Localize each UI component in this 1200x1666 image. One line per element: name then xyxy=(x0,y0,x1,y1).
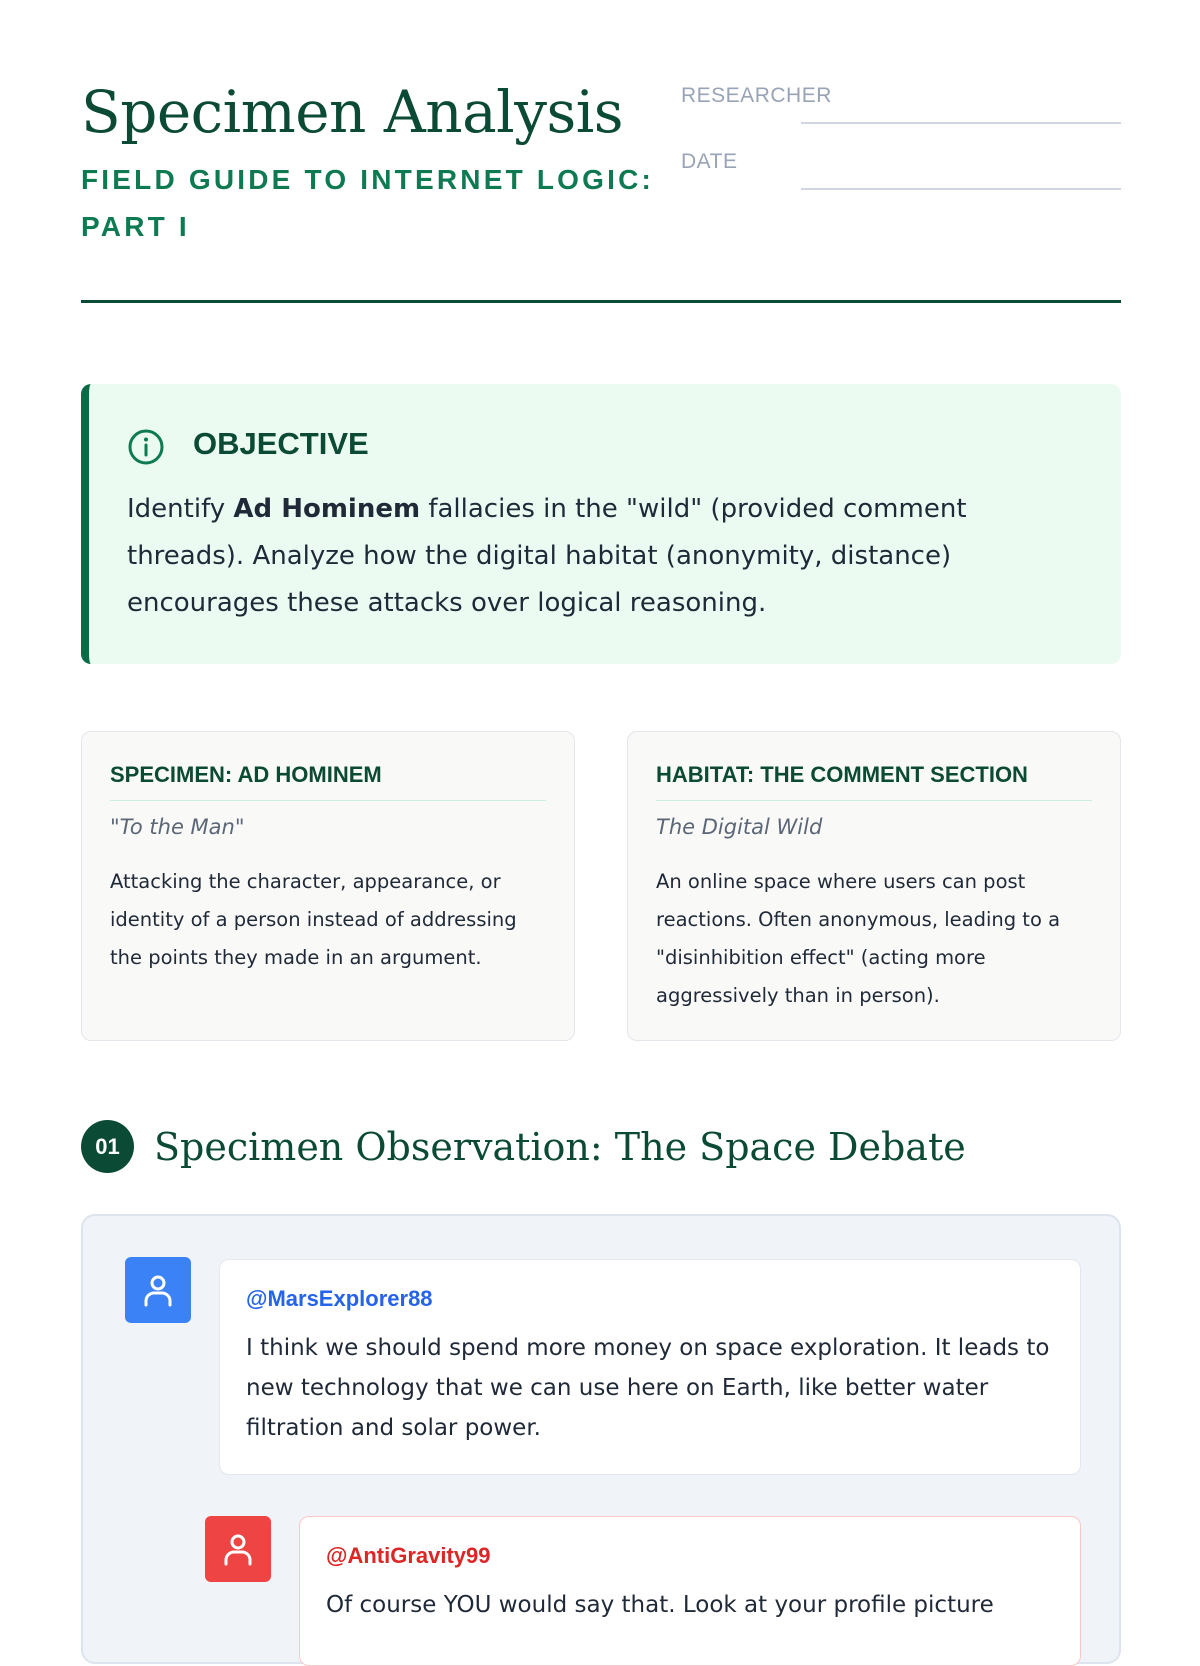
person-icon xyxy=(222,1532,254,1566)
date-label: DATE xyxy=(681,150,738,173)
user-avatar-icon[interactable] xyxy=(125,1257,191,1323)
date-line[interactable] xyxy=(801,188,1121,190)
comment-username-link[interactable]: @AntiGravity99 xyxy=(326,1543,491,1568)
date-field[interactable] xyxy=(681,150,1121,190)
page-title: Specimen Analysis xyxy=(81,78,624,146)
definition-card-habitat xyxy=(627,731,1121,1041)
objective-text-start: Identify xyxy=(127,494,234,524)
objective-term: Ad Hominem xyxy=(233,494,421,524)
card-title: HABITAT: THE COMMENT SECTION xyxy=(656,762,1092,801)
card-title: SPECIMEN: AD HOMINEM xyxy=(110,762,546,801)
comment-username-link[interactable]: @MarsExplorer88 xyxy=(246,1286,433,1311)
card-subtitle: "To the Man" xyxy=(110,815,245,839)
page-subtitle: FIELD GUIDE TO INTERNET LOGIC: PART I xyxy=(81,164,655,242)
objective-text-rest: fallacies in the "wild" (provided comment threads). Analyze how the digital habitat (anonymity, distance) encourages these attacks over logical reasoning. xyxy=(127,494,967,618)
section-title: Specimen Observation: The Space Debate xyxy=(154,1125,966,1169)
researcher-field[interactable] xyxy=(681,84,1121,124)
comment-thread xyxy=(81,1214,1121,1664)
comment-text: Of course YOU would say that. Look at your profile picture xyxy=(326,1592,994,1618)
card-subtitle: The Digital Wild xyxy=(656,815,823,839)
objective-title: OBJECTIVE xyxy=(193,426,369,461)
section-number-badge: 01 xyxy=(81,1120,134,1173)
header-divider xyxy=(81,300,1121,303)
info-icon xyxy=(127,428,165,466)
researcher-line[interactable] xyxy=(801,122,1121,124)
definition-card-specimen xyxy=(81,731,575,1041)
researcher-label: RESEARCHER xyxy=(681,84,832,107)
card-text: Attacking the character, appearance, or identity of a person instead of addressing the points they made in an argument. xyxy=(110,870,517,969)
card-text: An online space where users can post reactions. Often anonymous, leading to a "disinhibition effect" (acting more aggressively than in person). xyxy=(656,870,1061,1007)
person-icon xyxy=(142,1273,174,1307)
comment-text: I think we should spend more money on space exploration. It leads to new technology that we can use here on Earth, like better water filtration and solar power. xyxy=(246,1335,1050,1441)
reply-bubble xyxy=(299,1516,1081,1666)
objective-box xyxy=(81,384,1121,664)
comment-bubble xyxy=(219,1259,1081,1475)
objective-text xyxy=(127,486,1027,627)
user-avatar-icon[interactable] xyxy=(205,1516,271,1582)
